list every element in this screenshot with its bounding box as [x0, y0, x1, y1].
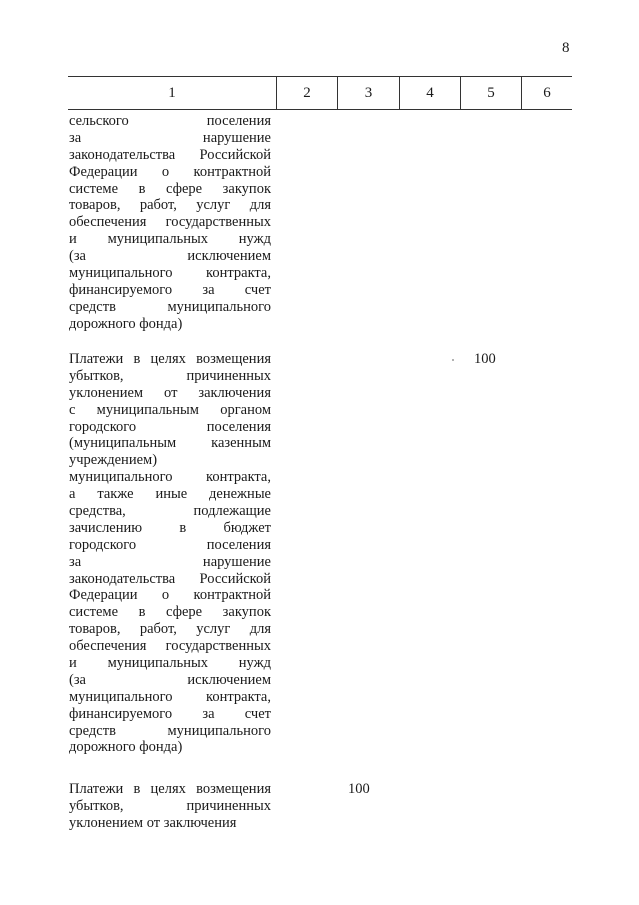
column-header-6: 6	[521, 77, 572, 109]
text-line: и муниципальных нужд	[69, 231, 271, 248]
text-line: Федерации о контрактной	[69, 163, 271, 180]
text-line: Платежи в целях возмещения	[69, 351, 271, 367]
table-row-1-description	[69, 113, 271, 333]
text-line: убытков, причиненных	[69, 367, 271, 384]
column-header-3: 3	[337, 77, 399, 109]
column-header-1: 1	[168, 84, 176, 101]
text-line: системе в сфере закупок	[69, 180, 271, 197]
table-row-2-description	[69, 351, 271, 756]
text-line: системе в сфере закупок	[69, 604, 271, 621]
text-line: и муниципальных нужд	[69, 655, 271, 672]
text-line: законодательства Российской	[69, 146, 271, 163]
text-line: обеспечения государственных	[69, 214, 271, 231]
text-line: с муниципальным органом	[69, 401, 271, 418]
text-line: Федерации о контрактной	[69, 587, 271, 604]
text-line: сельского поселения	[69, 113, 271, 129]
text-line: уклонением от заключения	[69, 384, 271, 401]
scan-speck	[452, 359, 454, 361]
text-line: муниципального контракта,	[69, 688, 271, 705]
text-line: Платежи в целях возмещения	[69, 781, 271, 797]
table-row-3-description	[69, 781, 271, 832]
table-header	[68, 76, 572, 110]
text-line: за нарушение	[69, 129, 271, 146]
text-line: а также иные денежные	[69, 486, 271, 503]
text-line: (за исключением	[69, 671, 271, 688]
text-line: зачислению в бюджет	[69, 519, 271, 536]
text-line: обеспечения государственных	[69, 638, 271, 655]
page-number: 8	[562, 40, 570, 56]
text-line: средства, подлежащие	[69, 503, 271, 520]
text-line: товаров, работ, услуг для	[69, 197, 271, 214]
column-header-4: 4	[399, 77, 460, 109]
text-line: муниципального контракта,	[69, 469, 271, 486]
text-line: за нарушение	[69, 553, 271, 570]
column-header-2: 2	[276, 77, 337, 109]
text-line: финансируемого за счет	[69, 705, 271, 722]
text-line: дорожного фонда)	[69, 315, 183, 332]
text-line: городского поселения	[69, 418, 271, 435]
column-header-5: 5	[460, 77, 521, 109]
text-line: (муниципальным казенным	[69, 435, 271, 452]
text-line: убытков, причиненных	[69, 797, 271, 814]
text-line: финансируемого за счет	[69, 281, 271, 298]
table-row-2-value: 100	[474, 351, 496, 367]
text-line: товаров, работ, услуг для	[69, 621, 271, 638]
text-line: (за исключением	[69, 248, 271, 265]
text-line: учреждением)	[69, 452, 158, 469]
text-line: уклонением от заключения	[69, 814, 237, 831]
text-line: городского поселения	[69, 536, 271, 553]
text-line: средств муниципального	[69, 298, 271, 315]
text-line: законодательства Российской	[69, 570, 271, 587]
text-line: средств муниципального	[69, 722, 271, 739]
text-line: муниципального контракта,	[69, 265, 271, 282]
text-line: дорожного фонда)	[69, 739, 183, 756]
table-row-3-value: 100	[348, 781, 370, 797]
